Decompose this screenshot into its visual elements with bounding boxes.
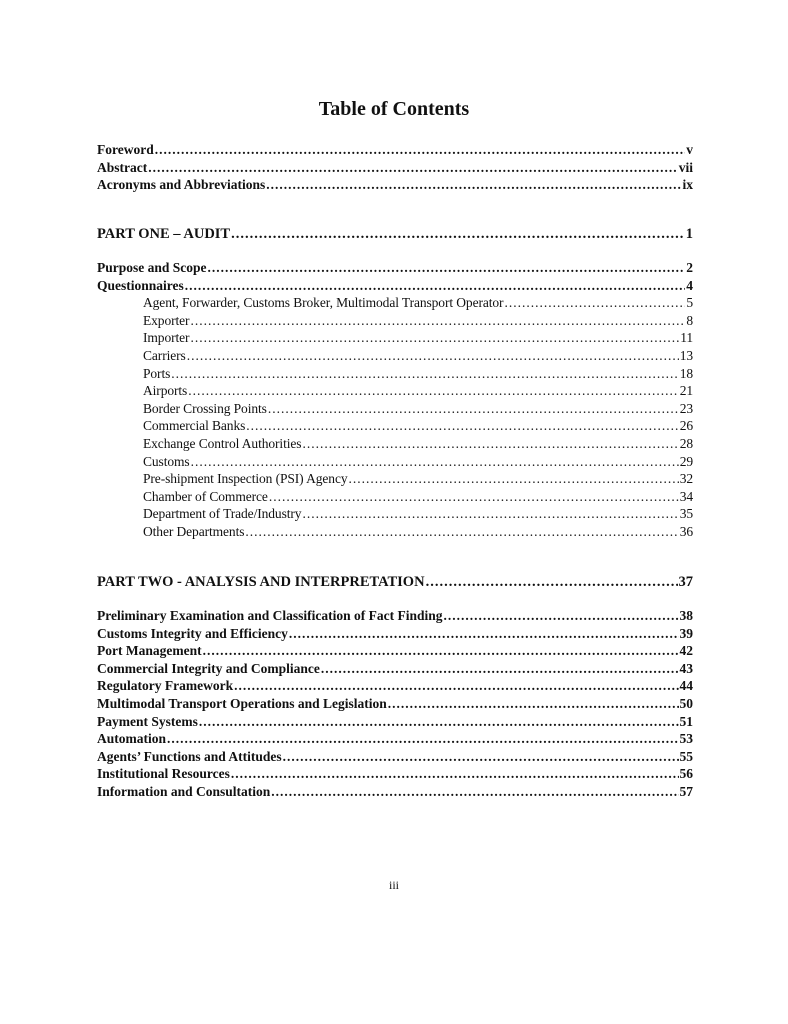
toc-entry-port-management[interactable] — [97, 642, 693, 660]
toc-entry-page: 34 — [679, 488, 693, 504]
dot-leader — [203, 642, 679, 660]
toc-entry-page: ix — [682, 177, 693, 193]
dot-leader — [268, 400, 679, 418]
toc-entry-page: 28 — [679, 435, 693, 451]
toc-entry-page: 50 — [679, 695, 693, 711]
dot-leader — [269, 488, 679, 506]
toc-subentry-department-of-trade[interactable] — [97, 505, 693, 523]
dot-leader — [289, 625, 679, 643]
toc-entry-abstract[interactable] — [97, 159, 693, 177]
dot-leader — [199, 713, 679, 731]
toc-entry-label: Regulatory Framework — [97, 678, 234, 694]
toc-subentry-psi-agency[interactable] — [97, 470, 693, 488]
dot-leader — [302, 435, 678, 453]
page-title: Table of Contents — [318, 98, 470, 120]
toc-entry-page: 42 — [679, 643, 693, 659]
toc-entry-page: 51 — [679, 713, 693, 729]
front-matter-list — [97, 141, 693, 194]
toc-entry-purpose-and-scope[interactable] — [97, 259, 693, 277]
toc-entry-multimodal-transport[interactable] — [97, 695, 693, 713]
toc-entry-label: Payment Systems — [97, 713, 198, 729]
toc-subentry-border-crossing-points[interactable] — [97, 400, 693, 418]
toc-entry-label: Multimodal Transport Operations and Legislation — [97, 695, 387, 711]
dot-leader — [191, 453, 679, 471]
dot-leader — [234, 677, 678, 695]
toc-entry-label: Port Management — [97, 643, 202, 659]
toc-entry-label: Purpose and Scope — [97, 260, 207, 275]
toc-entry-page: 21 — [679, 383, 693, 399]
toc-entry-label: Agents’ Functions and Attitudes — [97, 748, 282, 764]
dot-leader — [321, 660, 679, 678]
toc-entry-label: Institutional Resources — [97, 766, 230, 782]
toc-entry-label: Pre-shipment Inspection (PSI) Agency — [143, 471, 348, 487]
dot-leader — [266, 176, 681, 194]
dot-leader — [504, 294, 685, 312]
toc-subentry-chamber-of-commerce[interactable] — [97, 488, 693, 506]
toc-subentry-agent-forwarder[interactable] — [97, 294, 693, 312]
toc-entry-automation[interactable] — [97, 730, 693, 748]
toc-entry-page: 36 — [679, 523, 693, 539]
toc-entry-label: Customs — [143, 453, 190, 469]
toc-subentry-commercial-banks[interactable] — [97, 417, 693, 435]
toc-entry-label: Carriers — [143, 347, 186, 363]
toc-entry-page: 35 — [679, 506, 693, 522]
toc-entry-page: 29 — [679, 453, 693, 469]
toc-entry-label: Commercial Banks — [143, 418, 246, 434]
toc-entry-page: 55 — [679, 748, 693, 764]
toc-entry-page: 37 — [678, 574, 693, 590]
dot-leader — [302, 505, 678, 523]
toc-entry-label: Exchange Control Authorities — [143, 435, 302, 451]
toc-entry-label: PART TWO - ANALYSIS AND INTERPRETATION — [97, 574, 425, 590]
toc-entry-page: 8 — [686, 312, 693, 328]
toc-entry-payment-systems[interactable] — [97, 713, 693, 731]
dot-leader — [271, 783, 678, 801]
dot-leader — [283, 748, 679, 766]
toc-entry-label: Foreword — [97, 142, 154, 157]
toc-entry-label: Information and Consultation — [97, 783, 271, 799]
toc-entry-page: 1 — [685, 226, 693, 242]
dot-leader — [187, 347, 679, 365]
toc-entry-page: 23 — [679, 400, 693, 416]
part-two-heading-block — [97, 574, 693, 592]
toc-subentry-importer[interactable] — [97, 329, 693, 347]
dot-leader — [426, 574, 678, 592]
toc-entry-label: Automation — [97, 731, 167, 747]
toc-subentry-ports[interactable] — [97, 365, 693, 383]
toc-subentry-exporter[interactable] — [97, 312, 693, 330]
toc-entry-page: 38 — [679, 608, 693, 623]
toc-entry-information-consultation[interactable] — [97, 783, 693, 801]
toc-entry-page: 18 — [679, 365, 693, 381]
toc-entry-customs-integrity[interactable] — [97, 625, 693, 643]
dot-leader — [246, 417, 678, 435]
toc-entry-page: 57 — [679, 783, 693, 799]
dot-leader — [231, 226, 685, 244]
toc-entry-label: Questionnaires — [97, 277, 184, 293]
toc-entry-page: 44 — [679, 678, 693, 694]
toc-entry-commercial-integrity[interactable] — [97, 660, 693, 678]
toc-entry-preliminary-examination[interactable] — [97, 607, 693, 625]
dot-leader — [245, 523, 678, 541]
dot-leader — [190, 312, 685, 330]
toc-entry-label: Airports — [143, 383, 188, 399]
toc-entry-agents-functions[interactable] — [97, 748, 693, 766]
toc-entry-label: Abstract — [97, 159, 148, 175]
toc-entry-label: Chamber of Commerce — [143, 488, 268, 504]
part-one-list — [97, 259, 693, 541]
dot-leader — [349, 470, 679, 488]
toc-entry-regulatory-framework[interactable] — [97, 677, 693, 695]
toc-entry-page: vii — [678, 159, 693, 175]
toc-entry-label: Ports — [143, 365, 171, 381]
toc-entry-page: 53 — [679, 731, 693, 747]
toc-entry-page: 2 — [686, 260, 693, 275]
part-one-heading-block — [97, 226, 693, 244]
dot-leader — [208, 259, 686, 277]
toc-subentry-airports[interactable] — [97, 382, 693, 400]
dot-leader — [444, 607, 679, 625]
toc-entry-page: 56 — [679, 766, 693, 782]
toc-entry-label: Department of Trade/Industry — [143, 506, 302, 522]
toc-entry-institutional-resources[interactable] — [97, 765, 693, 783]
toc-entry-label: Acronyms and Abbreviations — [97, 177, 266, 193]
toc-entry-label: Exporter — [143, 312, 190, 328]
toc-entry-page: 26 — [679, 418, 693, 434]
dot-leader — [388, 695, 679, 713]
toc-subentry-customs[interactable] — [97, 453, 693, 471]
dot-leader — [148, 159, 677, 177]
toc-entry-foreword[interactable] — [97, 141, 693, 159]
toc-entry-acronyms[interactable] — [97, 176, 693, 194]
toc-entry-label: Other Departments — [143, 523, 245, 539]
toc-entry-page: v — [686, 142, 693, 157]
page-number: iii — [388, 878, 399, 892]
toc-entry-label: Commercial Integrity and Compliance — [97, 660, 320, 676]
toc-entry-page: 43 — [679, 660, 693, 676]
toc-entry-page: 32 — [679, 471, 693, 487]
toc-subentry-carriers[interactable] — [97, 347, 693, 365]
toc-subentry-other-departments[interactable] — [97, 523, 693, 541]
toc-entry-page: 11 — [680, 330, 693, 346]
dot-leader — [171, 365, 678, 383]
toc-entry-label: Customs Integrity and Efficiency — [97, 625, 288, 641]
toc-entry-label: Agent, Forwarder, Customs Broker, Multimodal Transport Operator — [143, 295, 504, 311]
dot-leader — [231, 765, 679, 783]
toc-entry-label: Importer — [143, 330, 190, 346]
dot-leader — [185, 277, 685, 295]
toc-entry-label: Border Crossing Points — [143, 400, 267, 416]
toc-entry-part-one[interactable] — [97, 226, 693, 244]
toc-entry-part-two[interactable] — [97, 574, 693, 592]
toc-entry-questionnaires[interactable] — [97, 277, 693, 295]
dot-leader — [188, 382, 678, 400]
toc-entry-label: Preliminary Examination and Classification of Fact Finding — [97, 608, 443, 623]
part-two-list — [97, 607, 693, 801]
toc-subentry-exchange-control[interactable] — [97, 435, 693, 453]
toc-entry-page: 13 — [679, 347, 693, 363]
toc-entry-page: 39 — [679, 625, 693, 641]
toc-entry-page: 4 — [686, 277, 693, 293]
toc-entry-label: PART ONE – AUDIT — [97, 226, 231, 242]
toc-entry-page: 5 — [686, 295, 693, 311]
dot-leader — [167, 730, 678, 748]
dot-leader — [155, 141, 686, 159]
dot-leader — [190, 329, 679, 347]
